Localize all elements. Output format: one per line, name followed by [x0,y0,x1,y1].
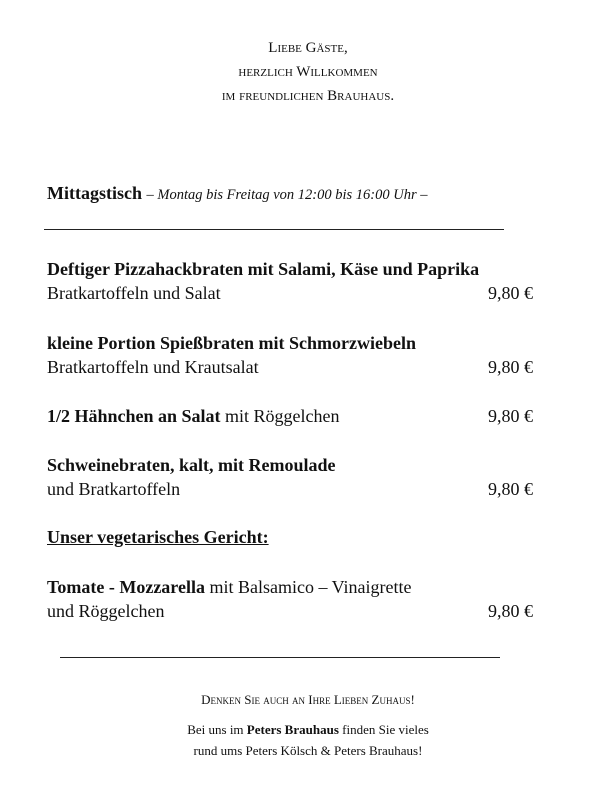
lunch-subtitle: – Montag bis Freitag von 12:00 bis 16:00 Uhr – [146,187,428,203]
dish-vegetarian [47,575,537,623]
footer [0,690,616,761]
dish-side: Bratkartoffeln und Krautsalat [47,357,259,377]
dish-name: Schweinebraten, kalt, mit Remoulade [47,455,336,475]
lunch-title: Mittagstisch [47,183,142,203]
greeting-line-2: herzlich Willkommen [238,64,378,80]
divider-top [44,229,504,230]
dish-name-separator: - [104,577,120,597]
dish-price: 9,80 € [488,406,533,426]
dish-side: und Bratkartoffeln [47,479,181,499]
footer-info-prefix: Bei uns im [187,722,247,737]
dish-2 [47,331,537,379]
dish-name: kleine Portion Spießbraten mit Schmorzwiebeln [47,333,416,353]
footer-info-suffix: finden Sie vieles [338,722,429,737]
menu [47,257,537,623]
greeting-line-1: Liebe Gäste, [268,40,348,56]
dish-side: und Röggelchen [47,601,165,621]
dish-4 [47,453,537,501]
dish-side: Bratkartoffeln und Salat [47,283,221,303]
greeting-line-3: im freundlichen Brauhaus. [221,88,395,104]
footer-reminder: Denken Sie auch an Ihre Lieben Zuhaus! [201,692,415,707]
footer-info-line-2: rund ums Peters Kölsch & Peters Brauhaus! [193,743,423,758]
dish-price: 9,80 € [488,479,533,499]
divider-bottom [60,657,500,658]
dish-name-part-1: Tomate [47,577,105,597]
greeting [0,36,616,108]
footer-brand: Peters Brauhaus [246,722,339,737]
vegetarian-heading: Unser vegetarisches Gericht: [47,527,269,547]
dish-extra: mit Röggelchen [220,406,340,426]
dish-price: 9,80 € [488,601,533,621]
dish-1 [47,257,537,305]
lunch-header [47,183,427,204]
footer-info-line-1 [0,719,616,740]
dish-price: 9,80 € [488,283,533,303]
dish-name: 1/2 Hähnchen an Salat [47,406,221,426]
dish-extra: mit Balsamico – Vinaigrette [204,577,412,597]
dish-price: 9,80 € [488,357,533,377]
dish-3 [47,404,537,428]
dish-name: Deftiger Pizzahackbraten mit Salami, Käse und Paprika [47,259,480,279]
dish-name-part-2: Mozzarella [119,577,205,597]
